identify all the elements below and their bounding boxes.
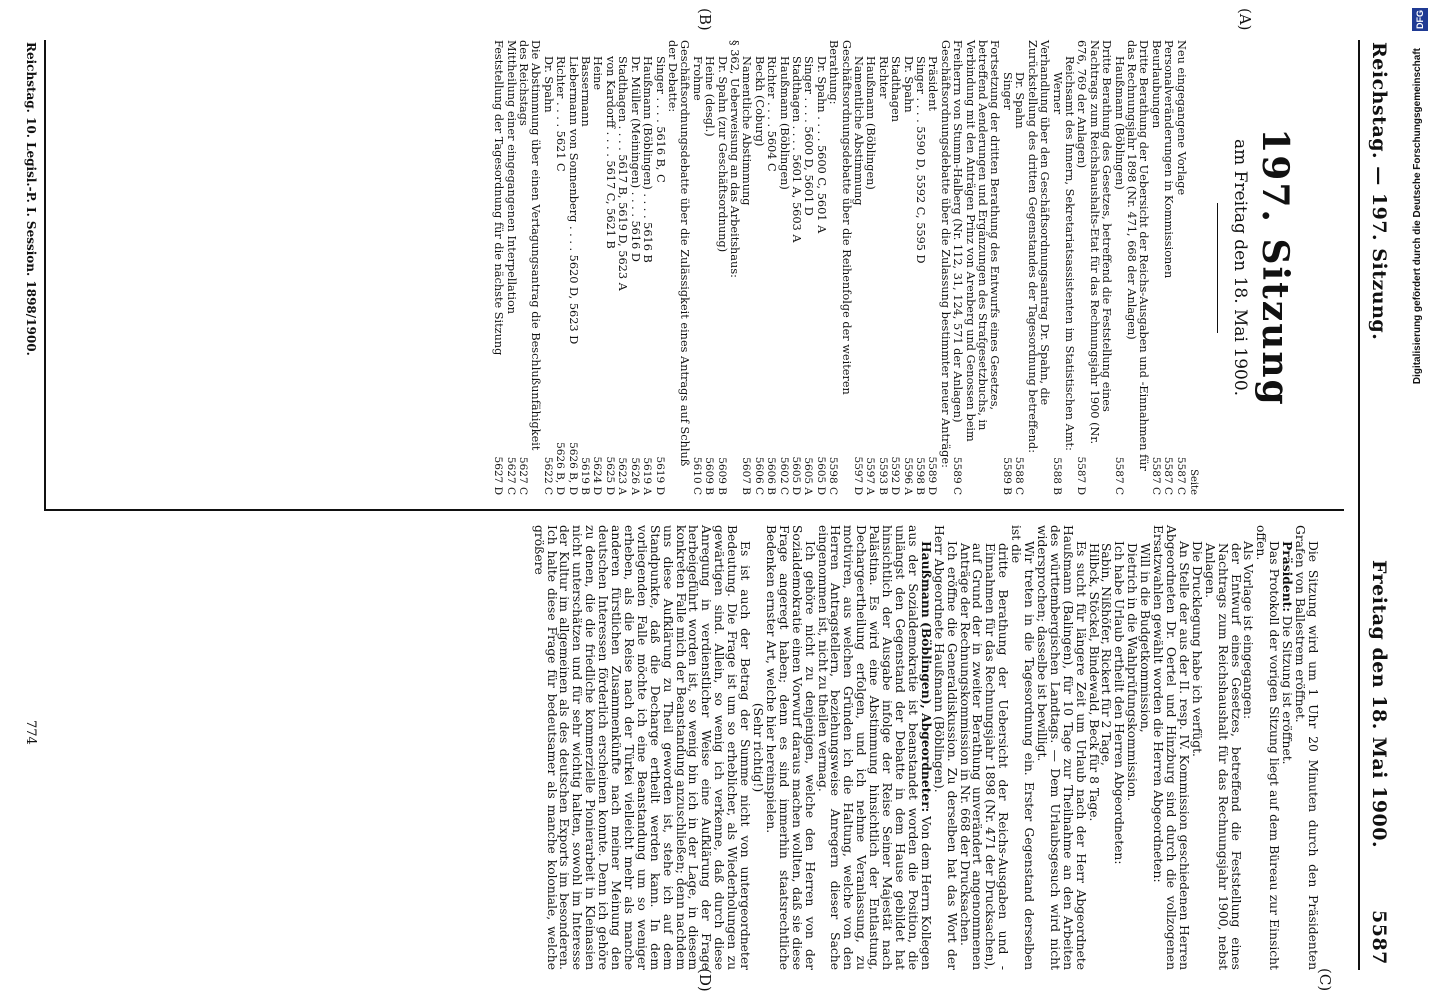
toc-entry-text: Geschäftsordnungsdebatte über die Reihenfolge der weiteren Berathung: xyxy=(827,40,853,395)
toc-entry xyxy=(864,40,876,495)
toc-entry-text: Haußmann (Böblingen) . . . . 5616 B xyxy=(641,56,655,263)
toc-entry xyxy=(802,40,814,495)
toc-entry xyxy=(852,40,864,495)
dfg-logo-wrap xyxy=(1410,8,1430,35)
toc-entry-text: Dr. Müller (Meiningen) . . . . 5616 D xyxy=(628,56,642,262)
speaker-name: Haußmann (Böblingen), Abgeordneter: xyxy=(918,541,934,813)
toc-entry-text: Heine (desgl.) xyxy=(703,56,717,137)
toc-entry-text: von Kardorff . . . . 5617 C, 5621 B xyxy=(603,56,617,249)
body-paragraph: Hilbck, Stöckel, Bindewald, Beck für 8 Tage. xyxy=(1086,543,1101,822)
toc-entry-text: Singer xyxy=(1000,72,1014,110)
toc-entry-text: Verhandlung über den Geschäftsordnungsantrag Dr. Spahn, die Zurückstellung des dritten Gegenstandes der Tagesordnung betreffend: xyxy=(1025,40,1052,453)
toc-entry xyxy=(1063,40,1075,495)
toc-entry xyxy=(690,40,702,495)
toc-entry xyxy=(1125,40,1150,495)
body-paragraph: Es ist auch der Betrag der Summe nicht von untergeordneter Bedeutung. Die Frage ist um so erheblicher, als Wiederholungen zu gewärtigen sind. Allein, so wenig ich verkenne, daß durch diese Anregung in verdienstlicher Weise eine Aufklärung der Frage herbeigeführt worden ist, so wenig bin ich in der Lage, in diesem konkreten Falle mich der Beanstandung anzuschließen; denn nachdem uns diese Aufklärung zu Theil geworden ist, stehe ich auf dem Standpunkte, daß die Decharge ertheilt werden kann. In dem vorliegenden Falle möchte ich eine Beanstandung um so weniger erheben, als die Reise nach der Türkei vielleicht mehr als manche anderen fürstlichen Zusammenkünfte nach meiner Meinung den deutschen Interessen förderlich erscheinen konnte. Denn ich gehöre zu denen, die die friedliche kommerzielle Pionierarbeit in Kleinasien nicht unterschätzen und für sehr wichtig halten, sowohl im Interesse der Kultur im allgemeinen als des deutschen Exports im besonderen. Ich halte diese Frage für bedeutsamer als manche koloniale, welche größere xyxy=(531,525,753,970)
body-paragraph: Das Protokoll der vorigen Sitzung liegt auf dem Büreau zur Einsicht offen. xyxy=(1254,525,1282,970)
toc-entry-page: 5588 B xyxy=(1050,457,1063,495)
toc-entry-page: 5625 D xyxy=(603,456,616,495)
session-title: 197. Sitzung xyxy=(1254,128,1296,407)
toc-entry-text: Feststellung der Tagesordnung für die nächste Sitzung xyxy=(492,40,506,356)
toc-entry xyxy=(579,40,591,495)
toc-entry-page: 5596 A xyxy=(901,457,914,495)
toc-entry-text: Personalveränderungen in Kommissionen xyxy=(1162,40,1176,279)
signature-mark: 774 xyxy=(23,720,38,745)
toc-entry-page: 5626 B, D xyxy=(566,442,579,495)
toc-entry-page: 5605 D xyxy=(814,456,827,495)
toc-entry-text: Beckh (Coburg) xyxy=(752,56,766,147)
toc-entry-page: 5606 B xyxy=(765,457,778,495)
toc-entry-page: 5605 A xyxy=(802,457,815,495)
toc-entry-text: Richter . . . . 5604 C xyxy=(765,56,779,172)
body-paragraph: Ich habe Urlaub ertheilt den Herren Abgeordneten: xyxy=(1112,541,1127,865)
toc-entry-page: 5609 B xyxy=(715,457,728,495)
toc-entry xyxy=(728,40,740,495)
toc-entry-page: 5619 A xyxy=(641,457,654,495)
toc-entry xyxy=(504,40,516,495)
body-paragraph: Die Drucklegung habe ich verfügt. xyxy=(1189,541,1204,757)
toc-entry-page: 5587 C xyxy=(1162,456,1175,495)
toc-entry-text: Stadthagen . . . . 5617 B, 5619 D, 5623 A xyxy=(616,56,630,291)
toc-entry xyxy=(653,40,665,495)
toc-entry xyxy=(814,40,826,495)
toc-entry xyxy=(889,40,901,495)
toc-entry xyxy=(777,40,789,495)
toc-entry xyxy=(1025,40,1050,495)
header-rule xyxy=(1358,40,1360,970)
toc-entry xyxy=(666,40,691,495)
body-paragraph: Die Sitzung wird um 1 Uhr 20 Minuten durch den Präsidenten Grafen von Ballestrem eröffnet. xyxy=(1293,525,1320,970)
toc-entry xyxy=(951,40,1001,495)
toc-entry-text: Geschäftsordnungsdebatte über die Zulässigkeit eines Antrags auf Schluß der Debatte: xyxy=(665,40,692,467)
session-subtitle: am Freitag den 18. Mai 1900. xyxy=(1230,138,1250,397)
page-number: 5587 xyxy=(1368,910,1390,965)
toc-entry-text: Namentliche Abstimmung xyxy=(740,56,754,206)
toc-entry-text: Stadthagen xyxy=(889,56,903,122)
body-paragraph: Präsident: Die Sitzung ist eröffnet. xyxy=(1280,541,1296,765)
dfg-logo: DFG xyxy=(1412,8,1428,31)
toc-entry-page: 5622 C xyxy=(541,456,554,495)
toc-entry-page: 5610 C xyxy=(690,456,703,495)
body-paragraph: Ich gehöre nicht zu denjenigen, welche den Herren von der Sozialdemokratie einen Vorwurf daraus machen wollten, daß sie diese Frage angeregt haben; denn es sind immerhin staatsrechtliche Bedenken ernster Art, welche hier hereinspielen. xyxy=(763,525,817,970)
toc-entry xyxy=(541,40,553,495)
margin-marker-d: (D) xyxy=(696,968,714,992)
toc-entry xyxy=(604,40,616,495)
toc-entry xyxy=(1149,40,1161,495)
toc-entry xyxy=(827,40,852,495)
toc-entry xyxy=(790,40,802,495)
toc-entry xyxy=(641,40,653,495)
toc-entry xyxy=(591,40,603,495)
toc-entry-text: Reichsamt des Innern, Sekretariatsassistenten im Statistischen Amt: xyxy=(1062,56,1076,451)
toc-entry-page: 5627 D xyxy=(492,456,505,495)
toc-entry-text: Beurlaubungen xyxy=(1149,40,1163,129)
toc-entry-text: Singer . . . . 5600 D, 5601 D xyxy=(802,56,816,216)
toc-entry-text: Singer . . . . 5590 D, 5592 C, 5595 D xyxy=(914,56,928,264)
toc-entry-text: Dr. Spahn xyxy=(541,56,555,113)
toc-entry-text: Stadthagen . . . . 5601 A, 5603 A xyxy=(790,56,803,243)
toc-entry-text: Bassermann xyxy=(579,56,593,127)
toc-seite-label: Seite xyxy=(1188,469,1199,495)
toc-entry xyxy=(1075,40,1112,495)
toc-entry-page: 5587 C xyxy=(1112,456,1125,495)
toc-entry xyxy=(554,40,566,495)
body-paragraph: Es sucht für längere Zeit um Urlaub nach der Herr Abgeordnete Haußmann (Balingen), für 10 Tage zur Theilnahme an den Arbeiten des württembergischen Landtags. — Dem Urlaubsgesuch wird nicht widersprochen; dasselbe ist bewilligt. xyxy=(1034,525,1088,970)
body-paragraph: der Entwurf eines Gesetzes, betreffend die Feststellung eines Nachtrags zum Reichshaushalt für das Rechnungsjahr 1900, nebst Anlagen. xyxy=(1202,543,1243,970)
title-rule xyxy=(1217,203,1218,333)
toc-entry xyxy=(616,40,628,495)
toc-entry xyxy=(1112,40,1124,495)
body-paragraph: dritte Berathung der Uebersicht der Reichs-Ausgaben und -Einnahmen für das Rechnungsjahr 1898 (Nr. 471 der Drucksachen), auf Grund der in zweiter Berathung unverändert angenommenen Anträge der Rechnungskommission in Nr. 668 der Drucksachen. xyxy=(957,543,1011,970)
toc-entry-page: 5592 D xyxy=(889,456,902,495)
toc-entry-page: 5587 C xyxy=(1149,456,1162,495)
table-of-contents xyxy=(492,40,1199,495)
margin-marker-c: (C) xyxy=(1316,968,1334,992)
toc-entry xyxy=(703,40,715,495)
body-paragraph: Haußmann (Böblingen), Abgeordneter: Von dem Herrn Kollegen aus der Sozialdemokratie ist beanstandet worden die Position, die unlängst den Gegenstand der Debatte in dem Hause gebildet hat hinsichtlich der Ausgabe infolge der Reise Seiner Majestät nach Palästina. Es wird eine Abstimmung hinsichtlich der Entlastung, Dechargeertheilung erfolgen, und ich nehme Veranlassung, zu motiviren, aus welchen Gründen ich die Haltung, welche von den Herren Antragstellern, beziehungsweise Anregern dieser Sache eingenommen ist, nicht zu theilen vermag. xyxy=(815,525,934,970)
toc-entry-text: Namentliche Abstimmung xyxy=(852,56,866,206)
toc-entry-page: 5587 D xyxy=(1075,456,1088,495)
toc-entry xyxy=(765,40,777,495)
toc-entry-text: Dr. Spahn . . . . 5600 C, 5601 A xyxy=(814,56,828,234)
toc-entry-page: 5605 D xyxy=(790,456,802,495)
toc-entry xyxy=(566,40,578,495)
toc-entry-text: Mittheilung einer eingegangenen Interpellation xyxy=(504,40,518,315)
toc-entry xyxy=(1174,40,1186,495)
toc-entry-page: 5609 B xyxy=(703,457,716,495)
toc-entry-page: 5619 B xyxy=(579,457,592,495)
toc-entry-text: Dritte Berathung des Gesetzes, betreffend die Feststellung eines Nachtrags zum Reichshaushalts-Etat für das Rechnungsjahr 1900 (Nr. 676, 769 der Anlagen) xyxy=(1075,40,1114,445)
toc-entry xyxy=(1162,40,1174,495)
toc-entry-text: Die Abstimmung über einen Vertagungsantrag die Beschlußunfähigkeit des Reichstags xyxy=(517,40,543,451)
body-paragraph: (Sehr richtig!) xyxy=(751,702,766,793)
toc-entry-page: 5589 B xyxy=(1000,457,1013,495)
body-paragraph: An Stelle der aus der II. resp. IV. Kommission geschiedenen Herren Abgeordneten Dr. Oertel und Hinzburg sind durch die vollzogenen Ersatzwahlen gewählt worden die Herren Abgeordneten: xyxy=(1151,525,1191,970)
toc-entry-page: 5602 C xyxy=(777,456,790,495)
toc-entry-text: Singer . . . . 5616 B, C xyxy=(653,56,667,183)
toc-entry-text: Werner xyxy=(1050,72,1064,115)
toc-entry xyxy=(1001,40,1013,495)
toc-entry-page: 5597 D xyxy=(852,456,865,495)
right-column xyxy=(532,525,1319,970)
running-head-left: Reichstag. — 197. Sitzung. xyxy=(1368,42,1390,341)
toc-entry-page: 5626 A xyxy=(628,457,641,495)
body-paragraph: Als Vorlage ist eingegangen: xyxy=(1241,541,1256,720)
toc-entry xyxy=(876,40,888,495)
toc-entry-page: 5588 C xyxy=(1013,456,1026,495)
toc-entry-text: § 362, Ueberweisung an das Arbeitshaus: xyxy=(727,40,741,278)
digitization-strip xyxy=(1408,8,1432,992)
toc-entry-text: Frohme xyxy=(690,56,704,101)
toc-entry-page: 5619 D xyxy=(653,456,666,495)
toc-entry-text: Dr. Spahn (zur Geschäftsordnung) xyxy=(715,56,729,253)
toc-entry-text: Haußmann (Böblingen) xyxy=(864,56,878,190)
speaker-name: Präsident: xyxy=(1280,541,1296,612)
toc-entry-text: Neu eingegangene Vorlage xyxy=(1174,40,1188,196)
toc-entry xyxy=(914,40,926,495)
toc-entry-text: Haußmann (Böblingen) xyxy=(777,56,791,190)
toc-entry xyxy=(715,40,727,495)
body-paragraph: Dietrich in die Wahlprüfungskommission. xyxy=(1125,543,1140,802)
toc-entry-page: 5598 B xyxy=(914,457,927,495)
running-head-center: Freitag den 18. Mai 1900. xyxy=(1368,560,1390,849)
toc-entry-text: Richter . . . . 5621 C xyxy=(554,56,568,172)
toc-entry-page: 5624 D xyxy=(591,456,604,495)
toc-entry-text: Fortsetzung der dritten Berathung des Entwurfs eines Gesetzes, betreffend Aenderungen und Ergänzungen des Strafgesetzbuchs, in Verbindung mit den Anträgen Prinz von Arenberg und Genossen beim Freiherrn von Stumm-Halberg (Nr. 112, 31, 124, 571 der Anlagen) xyxy=(951,40,1002,442)
toc-entry-page: 5587 C xyxy=(1174,456,1187,495)
toc-entry-page: 5598 C xyxy=(827,456,840,495)
toc-entry-page: 5623 A xyxy=(616,457,629,495)
toc-entry-page: 5589 C xyxy=(951,456,964,495)
margin-marker-b: (B) xyxy=(696,8,714,31)
toc-entry-text: Dritte Berathung der Uebersicht der Reichs-Ausgaben und -Einnahmen für das Rechnungsjahr 1898 (Nr. 471, 668 der Anlagen) xyxy=(1124,40,1151,471)
toc-entry-page: 5593 B xyxy=(876,457,889,495)
toc-entry xyxy=(492,40,504,495)
toc-entry xyxy=(926,40,938,495)
toc-entry-text: Präsident xyxy=(926,56,940,111)
toc-entry xyxy=(752,40,764,495)
toc-entry-page: 5627 C xyxy=(504,456,517,495)
footer-left: Reichstag. 10. Legisl.-P. I. Session. 1898/1900. xyxy=(24,42,38,356)
toc-entry-text: Geschäftsordnungsdebatte über die Zulassung bestimmter neuer Anträge: xyxy=(938,40,952,468)
body-paragraph: Wir treten in die Tagesordnung ein. Erster Gegenstand derselben ist die xyxy=(1009,525,1037,970)
body-paragraph: Will in die Budgetkommission, xyxy=(1138,543,1153,733)
toc-entry-text: Haußmann (Böblingen) xyxy=(1112,56,1126,190)
toc-entry xyxy=(938,40,950,495)
toc-entry-page: 5607 B xyxy=(740,457,753,495)
toc-entry xyxy=(1013,40,1025,495)
toc-entry-page: 5597 A xyxy=(864,457,877,495)
toc-entry xyxy=(740,40,752,495)
toc-entry-page: 5626 B, D xyxy=(554,442,567,495)
body-paragraph: Ich eröffne die Generaldiskussion. Zu derselben hat das Wort der Herr Abgeordnete Haußmann (Böblingen). xyxy=(931,525,959,970)
body-paragraph: Sabin, Nißhöfer, Rickert für 2 Tage, xyxy=(1099,543,1114,766)
toc-entry-text: Richter xyxy=(876,56,890,99)
toc-entry xyxy=(1050,40,1062,495)
margin-marker-a: (A) xyxy=(1236,8,1254,31)
toc-entry-text: Dr. Spahn xyxy=(901,56,915,113)
toc-entry-page: 5589 D xyxy=(926,456,939,495)
toc-entry-text: Dr. Spahn xyxy=(1013,72,1027,129)
footer-rule xyxy=(44,40,46,510)
toc-entry-text: Liebermann von Sonnenberg . . . . 5620 D, 5623 D xyxy=(566,56,580,345)
toc-entry-page: 5606 C xyxy=(752,456,765,495)
toc-entry-text: Heine xyxy=(591,56,605,91)
toc-entry xyxy=(628,40,640,495)
column-divider xyxy=(44,509,1344,511)
toc-entry xyxy=(517,40,542,495)
left-column xyxy=(492,40,1296,495)
toc-entry xyxy=(901,40,913,495)
digitization-note: Digitalisierung gefördert durch die Deutsche Forschungsgemeinschaft xyxy=(1412,48,1423,385)
toc-entry-page: 5627 C xyxy=(517,456,530,495)
